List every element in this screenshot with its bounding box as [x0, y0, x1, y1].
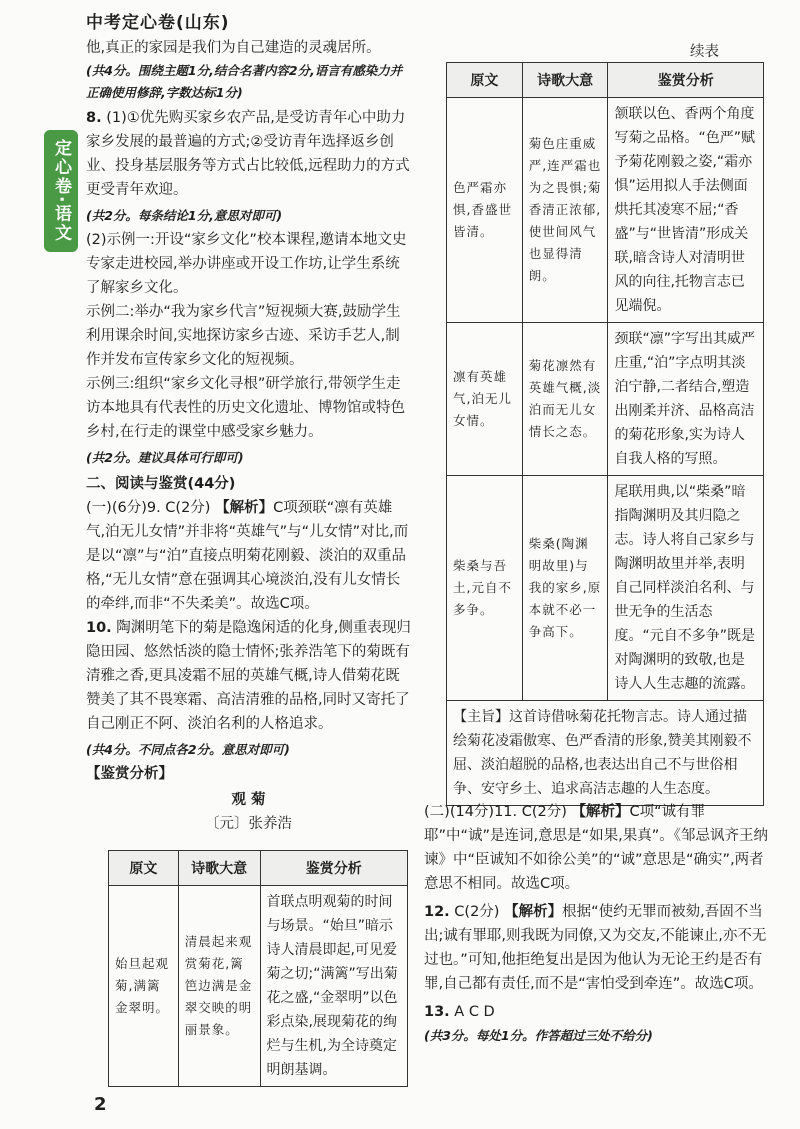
q11-analysis-tag: 【解析】 [571, 804, 630, 820]
header-original: 原文 [109, 851, 179, 886]
row-original: 柴桑与吾土,元自不多争。 [447, 476, 523, 701]
q11-head: (二)(14分)11. C(2分) [424, 804, 567, 820]
q8-example2: 示例二:举办“我为家乡代言”短视频大赛,鼓励学生利用课余时间,实地探访家乡古迹、采访手艺人,制作并发布宣传家乡文化的短视频。 [86, 304, 401, 368]
q8-part1 [86, 106, 411, 202]
q9-analysis-tag: 【解析】 [215, 500, 274, 516]
table-row [447, 476, 764, 701]
q11-analysis-text: C项“诚有罪耶”中“诚”是连词,意思是“如果,果真”。《邹忌讽齐王纳谏》中“臣诚知不如徐公美”的“诚”意思是“确实”,两者意思不相同。故选C项。 [424, 804, 769, 892]
q10-number: 10. [86, 620, 112, 636]
intro-scoring-note: (共4分。围绕主题1分,结合名著内容2分,语言有感染力并正确使用修辞,字数达标1分) [86, 63, 403, 100]
row-original: 凛有英雄气,泊无儿女情。 [447, 323, 523, 476]
page-number: 2 [94, 1094, 107, 1115]
q8-part1-text: (1)①优先购买家乡农产品,是受访青年心中助力家乡发展的最普遍的方式;②受访青年选择返乡创业、投身基层服务等方式占比较低,远程助力的方式更受青年欢迎。 [86, 110, 410, 198]
poem-title: 观 菊 [231, 792, 266, 808]
q11-answer [424, 800, 769, 896]
q12-head: C(2分) [454, 904, 500, 920]
q8-part2-note: (共2分。建议具体可行即可) [86, 450, 244, 465]
row-analysis: 颈联“凛”字写出其威严庄重,“泊”字点明其淡泊宁静,二者结合,塑造出刚柔并济、品格高洁的菊花形象,实为诗人自我人格的写照。 [608, 323, 764, 476]
q13-answer [424, 1000, 769, 1024]
poem-analysis-table-2 [446, 62, 764, 701]
appreciation-heading: 【鉴赏分析】 [86, 766, 173, 782]
q8-number: 8. [86, 110, 102, 126]
row-meaning: 菊色庄重威严,连严霜也为之畏惧;菊香清正浓郁,使世间风气也显得清朗。 [522, 98, 608, 323]
right-column [424, 800, 769, 1048]
theme-summary-box [446, 700, 764, 806]
left-column [86, 36, 411, 836]
q12-answer [424, 900, 769, 996]
q10-note: (共4分。不同点各2分。意思对即可) [86, 742, 290, 757]
row-analysis: 首联点明观菊的时间与场景。“始旦”暗示诗人清晨即起,可见爱菊之切;“满篱”写出菊花之盛,“金翠明”以色彩点染,展现菊花的绚烂与生机,为全诗奠定明朗基调。 [260, 886, 407, 1087]
side-tab-label: 定心卷·语文 [44, 130, 78, 252]
q9-head: (一)(6分)9. C(2分) [86, 500, 211, 516]
q13-note: (共3分。每处1分。作答超过三处不给分) [424, 1028, 653, 1043]
row-meaning: 清晨起来观赏菊花,篱笆边满是金翠交映的明丽景象。 [178, 886, 260, 1087]
poem-analysis-table-1 [108, 850, 408, 1087]
table-row [447, 323, 764, 476]
header-analysis: 鉴赏分析 [260, 851, 407, 886]
header-meaning: 诗歌大意 [522, 63, 608, 98]
row-analysis: 尾联用典,以“柴桑”暗指陶渊明及其归隐之志。诗人将自己家乡与陶渊明故里并举,表明自己同样淡泊名利、与世无争的生活态度。“元自不多争”既是对陶渊明的致敬,也是诗人人生志趣的流露。 [608, 476, 764, 701]
section-2-heading: 二、阅读与鉴赏(44分) [86, 476, 236, 492]
q9-answer [86, 496, 411, 616]
table-row [447, 98, 764, 323]
q10-text: 陶渊明笔下的菊是隐逸闲适的化身,侧重表现归隐田园、悠然恬淡的隐士情怀;张养浩笔下的菊既有清雅之香,更具凌霜不屈的英雄气概,诗人借菊花既赞美了其不畏寒霜、高洁清雅的品格,同时又寄托了自己刚正不阿、淡泊名利的人格追求。 [86, 620, 411, 732]
row-original: 色严霜亦惧,香盛世皆清。 [447, 98, 523, 323]
q8-example3: 示例三:组织“家乡文化寻根”研学旅行,带领学生走访本地具有代表性的历史文化遗址、博物馆或特色乡村,在行走的课堂中感受家乡魅力。 [86, 376, 405, 440]
header-meaning: 诗歌大意 [178, 851, 260, 886]
continued-label: 续表 [690, 44, 719, 60]
row-analysis: 颔联以色、香两个角度写菊之品格。“色严”赋予菊花刚毅之姿,“霜亦惧”运用拟人手法侧面烘托其凌寒不屈;“香盛”与“世皆清”形成关联,暗含诗人对清明世风的向往,托物言志已见端倪。 [608, 98, 764, 323]
row-meaning: 菊花凛然有英雄气概,淡泊而无儿女情长之态。 [522, 323, 608, 476]
intro-text: 他,真正的家园是我们为自己建造的灵魂居所。 [86, 40, 381, 56]
header-analysis: 鉴赏分析 [608, 63, 764, 98]
q8-part1-note: (共2分。每条结论1分,意思对即可) [86, 208, 283, 223]
q13-text: A C D [454, 1004, 495, 1020]
q12-analysis-text: 根据“使约无罪而被劾,吾固不当出;诚有罪耶,则我既为同僚,又为交友,不能谏止,亦不无过也。”可知,他拒绝复出是因为他认为无论王约是否有罪,自己都有责任,而不是“害怕受到牵连”。故选C项。 [424, 904, 767, 992]
theme-summary-text: 【主旨】这首诗借咏菊花托物言志。诗人通过描绘菊花凌霜傲寒、色严香清的形象,赞美其刚毅不屈、淡泊超脱的品格,也表达出自己不与世俗相争、安守乡土、追求高洁志趣的人生态度。 [453, 709, 752, 797]
table-header-row [109, 851, 408, 886]
row-meaning: 柴桑(陶渊明故里)与我的家乡,原本就不必一争高下。 [522, 476, 608, 701]
q12-number: 12. [424, 904, 450, 920]
q10-answer [86, 616, 411, 736]
q8-example1: (2)示例一:开设“家乡文化”校本课程,邀请本地文史专家走进校园,举办讲座或开设工作坊,让学生系统了解家乡文化。 [86, 232, 407, 296]
poem-author: 〔元〕张养浩 [205, 816, 292, 832]
exam-header-title: 中考定心卷(山东) [86, 13, 230, 33]
table-row [109, 886, 408, 1087]
table-header-row [447, 63, 764, 98]
q13-number: 13. [424, 1004, 450, 1020]
q9-analysis-text: C项颈联“凛有英雄气,泊无儿女情”并非将“英雄气”与“儿女情”对比,而是以“凛”与“泊”直接点明菊花刚毅、淡泊的双重品格,“无儿女情”意在强调其心境淡泊,没有儿女情长的牵绊,而非“不失柔美”。故选C项。 [86, 500, 409, 612]
q12-analysis-tag: 【解析】 [504, 904, 563, 920]
row-original: 始旦起观菊,满篱金翠明。 [109, 886, 179, 1087]
header-original: 原文 [447, 63, 523, 98]
